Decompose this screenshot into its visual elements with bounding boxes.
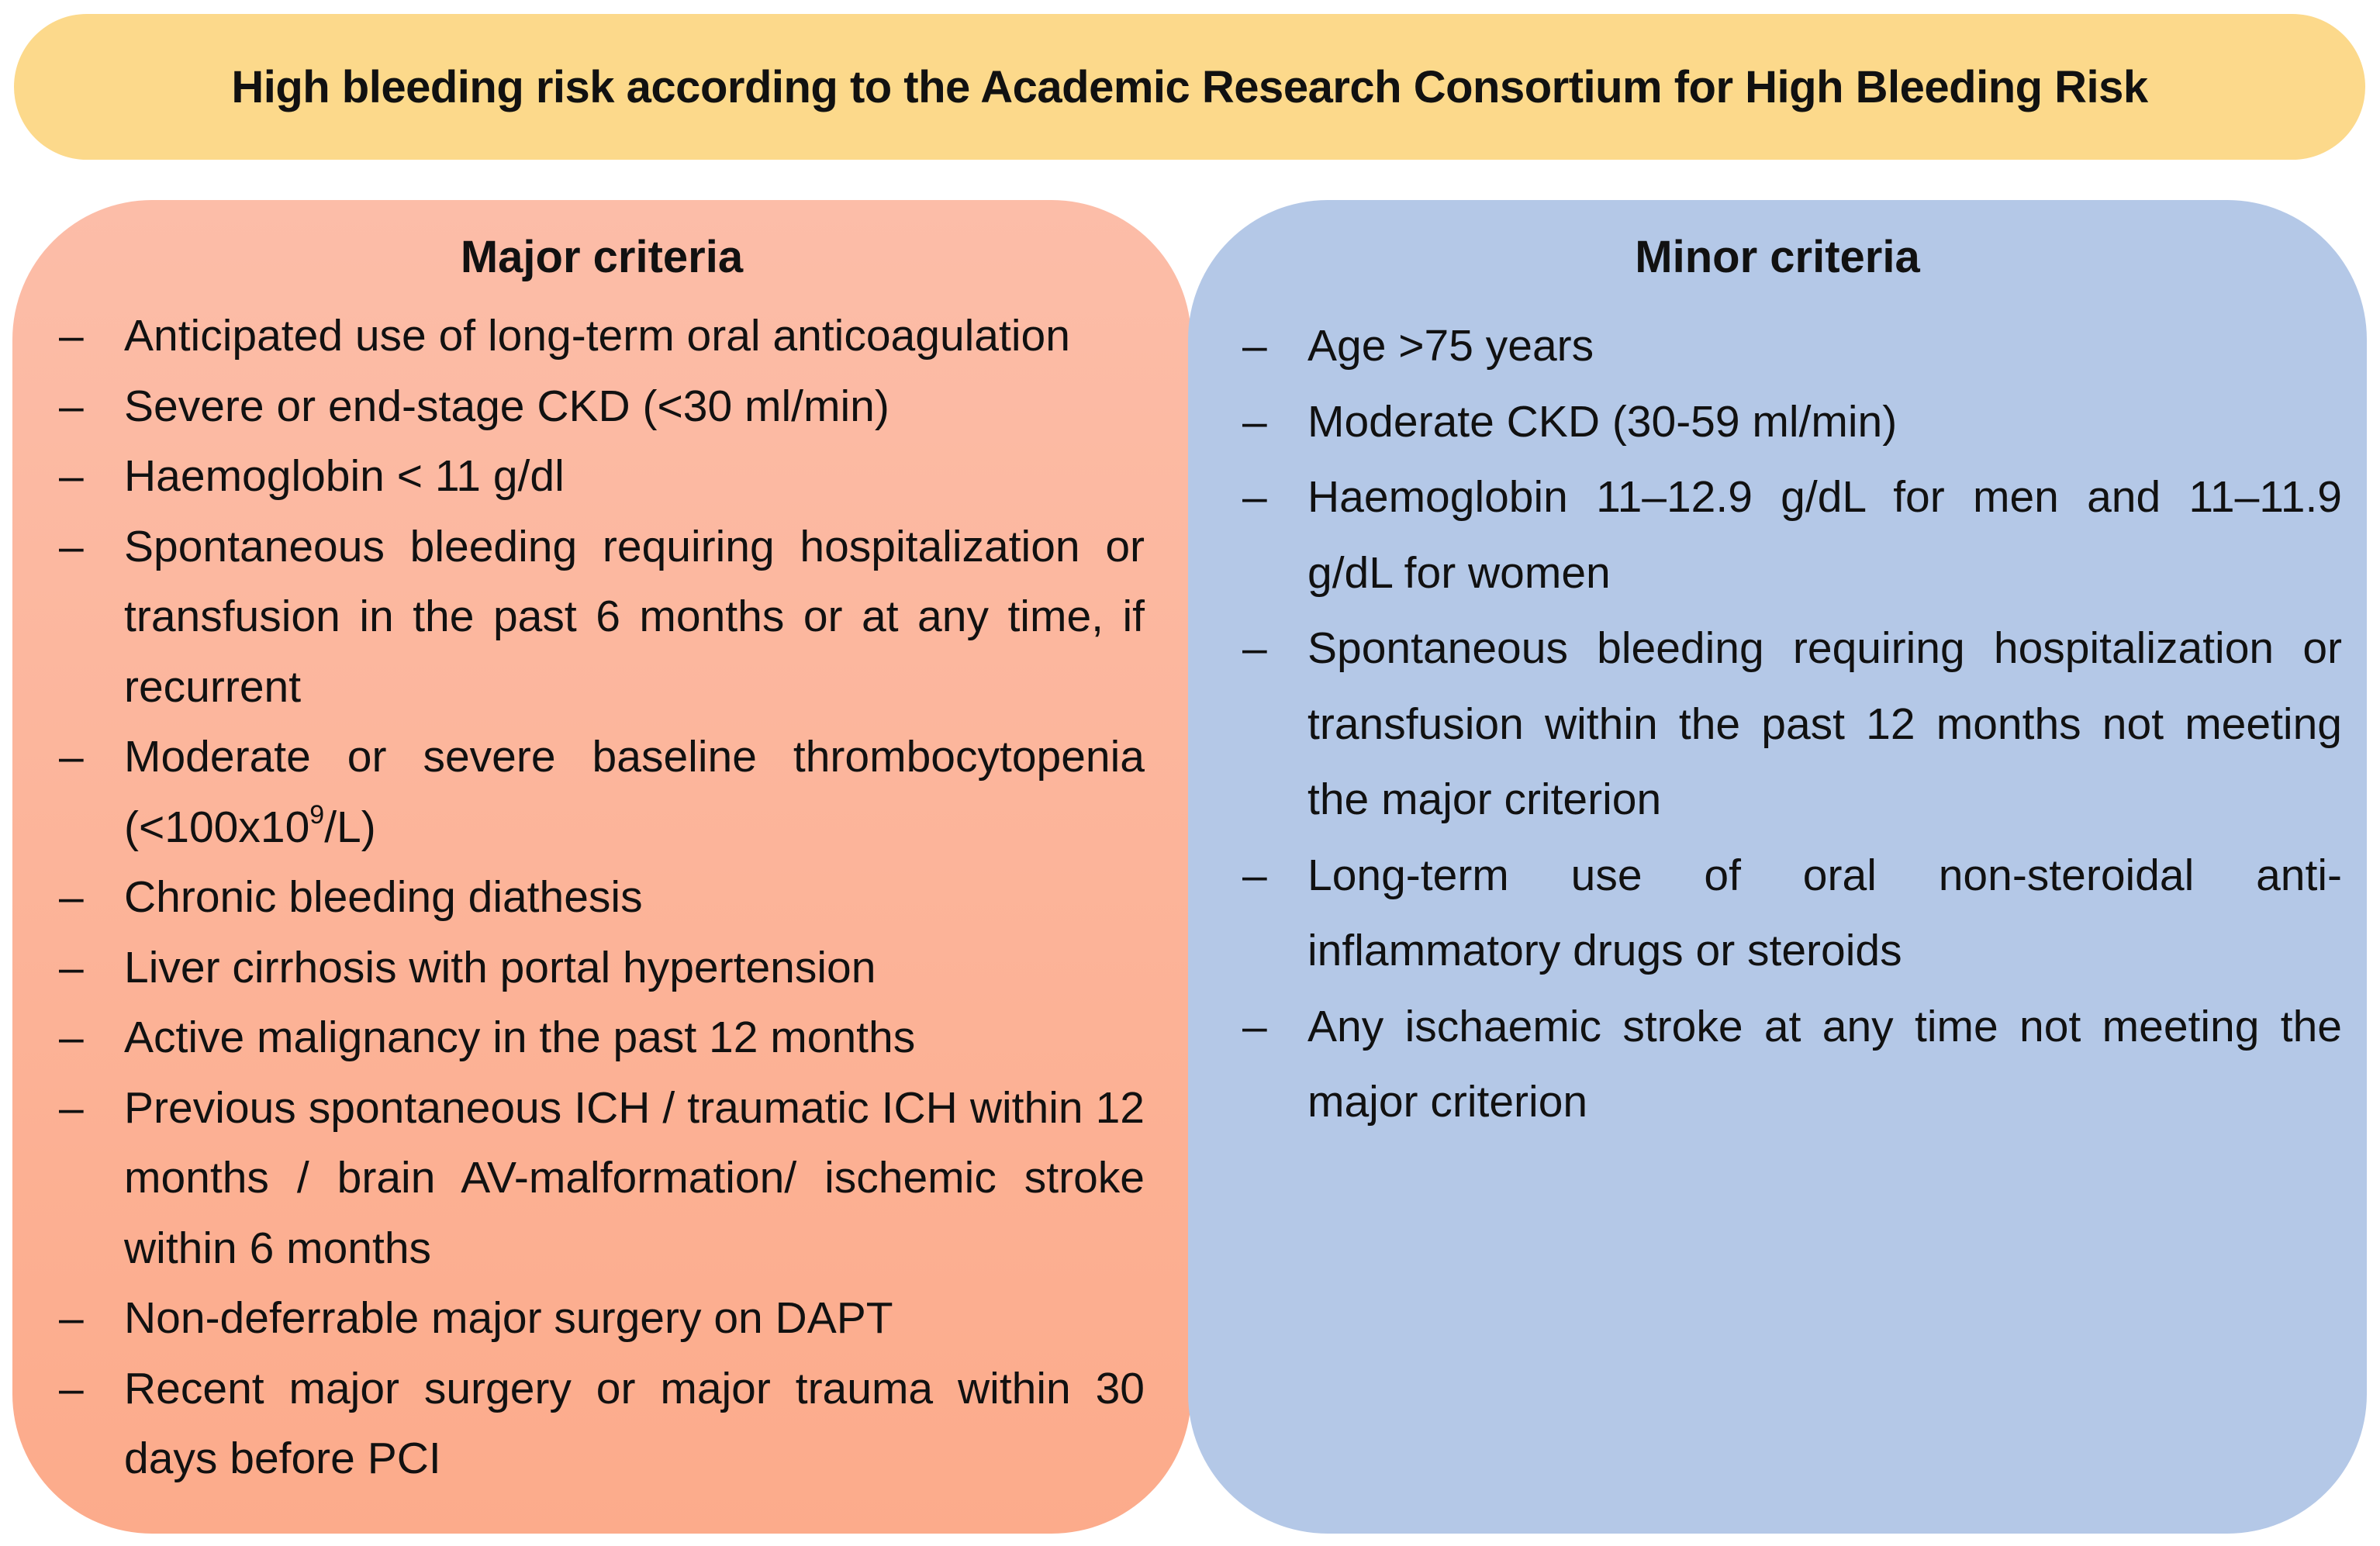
minor-criteria-list [1242,309,2342,1141]
minor-criterion [1242,611,2342,838]
minor-criterion-text: Haemoglobin 11–12.9 g/dL for men and 11–11.9 g/dL for women [1307,472,2342,598]
minor-criterion-text: Age >75 years [1307,321,1594,371]
dash-bullet: – [59,942,84,992]
major-criterion-text: Moderate or severe baseline thrombocytopenia (<100x10 [124,732,1145,852]
major-criterion [59,441,1145,512]
major-criterion [59,371,1145,442]
major-criterion-text: Spontaneous bleeding requiring hospitalization or transfusion in the past 6 months or at any time, if recurrent [124,521,1145,712]
major-criteria-heading: Major criteria [460,232,744,282]
major-criterion [59,862,1145,933]
dash-bullet: – [59,732,84,782]
major-criterion-text: Liver cirrhosis with portal hypertension [124,942,876,992]
exponent: 9 [309,799,325,830]
minor-criterion [1242,385,2342,461]
minor-criterion [1242,460,2342,611]
major-criterion [59,722,1145,862]
major-criterion [59,1354,1145,1494]
title-banner [14,14,2365,160]
major-criterion-text: Previous spontaneous ICH / traumatic ICH within 12 months / brain AV-malformation/ ischemic stroke within 6 months [124,1082,1145,1273]
major-criterion-text: Anticipated use of long-term oral anticoagulation [124,311,1070,361]
dash-bullet: – [1242,1001,1267,1051]
major-criterion-text: Active malignancy in the past 12 months [124,1013,916,1062]
major-criterion-text: Haemoglobin < 11 g/dl [124,451,565,501]
dash-bullet: – [59,381,84,431]
major-criteria-panel [12,200,1191,1534]
dash-bullet: – [59,1082,84,1133]
minor-criteria-panel [1188,200,2367,1534]
minor-criterion-text: Moderate CKD (30-59 ml/min) [1307,396,1898,447]
dash-bullet: – [59,311,84,361]
minor-criterion-text: Any ischaemic stroke at any time not meeting the major criterion [1307,1001,2342,1127]
dash-bullet: – [1242,472,1267,522]
major-criterion [59,301,1145,371]
major-criterion-text: Chronic bleeding diathesis [124,872,643,922]
major-criterion [59,512,1145,723]
major-criteria-list [59,301,1145,1494]
dash-bullet: – [59,872,84,922]
minor-criterion-text: Spontaneous bleeding requiring hospitalization or transfusion within the past 12 months not meeting the major criterion [1307,623,2342,824]
dash-bullet: – [59,1293,84,1343]
major-criterion [59,1002,1145,1073]
dash-bullet: – [1242,396,1267,447]
dash-bullet: – [59,521,84,571]
diagram-title: High bleeding risk according to the Academic Research Consortium for High Bleeding Risk [231,61,2148,112]
major-criterion-text: Non-deferrable major surgery on DAPT [124,1293,893,1343]
minor-criterion [1242,989,2342,1141]
dash-bullet: – [59,1363,84,1413]
minor-criterion [1242,838,2342,989]
dash-bullet: – [59,1013,84,1062]
unit-text: /L) [324,802,376,852]
dash-bullet: – [1242,850,1267,900]
major-criterion-text: Recent major surgery or major trauma within 30 days before PCI [124,1363,1145,1483]
major-criterion [59,1283,1145,1354]
dash-bullet: – [1242,321,1267,371]
minor-criterion-text: Long-term use of oral non-steroidal anti-inflammatory drugs or steroids [1307,850,2342,975]
dash-bullet: – [1242,623,1267,673]
major-criterion [59,933,1145,1003]
minor-criterion [1242,309,2342,385]
dash-bullet: – [59,451,84,501]
major-criterion-text: Severe or end-stage CKD (<30 ml/min) [124,381,889,431]
minor-criteria-heading: Minor criteria [1635,232,1920,282]
major-criterion [59,1073,1145,1284]
